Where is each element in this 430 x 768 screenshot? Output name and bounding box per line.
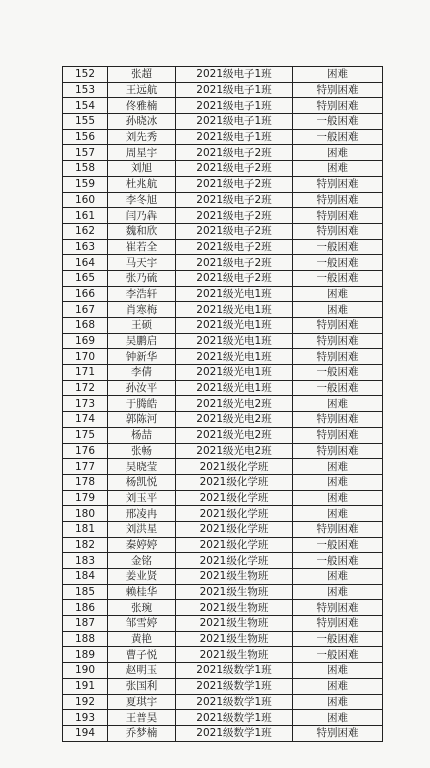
table-row (63, 490, 383, 506)
student-name-cell: 张乃硫 (108, 270, 176, 286)
student-name-cell: 刘先秀 (108, 129, 176, 145)
student-name-cell: 崔若全 (108, 239, 176, 255)
row-number-cell: 175 (63, 427, 108, 443)
difficulty-level-cell: 困难 (293, 584, 383, 600)
row-number-cell: 189 (63, 647, 108, 663)
difficulty-level-cell: 一般困难 (293, 114, 383, 130)
difficulty-level-cell: 特别困难 (293, 82, 383, 98)
row-number-cell: 192 (63, 694, 108, 710)
student-name-cell: 赵明玉 (108, 663, 176, 679)
row-number-cell: 184 (63, 569, 108, 585)
student-name-cell: 赖桂华 (108, 584, 176, 600)
class-name-cell: 2021级电子2班 (176, 208, 293, 224)
row-number-cell: 162 (63, 223, 108, 239)
table-row (63, 412, 383, 428)
difficulty-level-cell: 困难 (293, 474, 383, 490)
class-name-cell: 2021级化学班 (176, 537, 293, 553)
student-name-cell: 杜兆航 (108, 176, 176, 192)
student-name-cell: 郭陈河 (108, 412, 176, 428)
difficulty-level-cell: 特别困难 (293, 521, 383, 537)
difficulty-level-cell: 特别困难 (293, 725, 383, 741)
class-name-cell: 2021级电子1班 (176, 129, 293, 145)
difficulty-level-cell: 特别困难 (293, 443, 383, 459)
difficulty-level-cell: 特别困难 (293, 192, 383, 208)
class-name-cell: 2021级化学班 (176, 490, 293, 506)
difficulty-level-cell: 一般困难 (293, 537, 383, 553)
table-row (63, 192, 383, 208)
table-row (63, 255, 383, 271)
difficulty-level-cell: 一般困难 (293, 553, 383, 569)
class-name-cell: 2021级化学班 (176, 474, 293, 490)
difficulty-level-cell: 一般困难 (293, 270, 383, 286)
table-row (63, 678, 383, 694)
class-name-cell: 2021级光电2班 (176, 396, 293, 412)
difficulty-level-cell: 困难 (293, 678, 383, 694)
class-name-cell: 2021级数学1班 (176, 694, 293, 710)
difficulty-level-cell: 一般困难 (293, 380, 383, 396)
class-name-cell: 2021级光电1班 (176, 302, 293, 318)
table-row (63, 349, 383, 365)
class-name-cell: 2021级数学1班 (176, 725, 293, 741)
row-number-cell: 188 (63, 631, 108, 647)
class-name-cell: 2021级电子2班 (176, 270, 293, 286)
table-row (63, 161, 383, 177)
difficulty-level-cell: 困难 (293, 663, 383, 679)
difficulty-level-cell: 困难 (293, 506, 383, 522)
class-name-cell: 2021级电子2班 (176, 161, 293, 177)
table-row (63, 647, 383, 663)
difficulty-level-cell: 一般困难 (293, 239, 383, 255)
class-name-cell: 2021级生物班 (176, 616, 293, 632)
difficulty-level-cell: 特别困难 (293, 176, 383, 192)
table-row (63, 506, 383, 522)
table-row (63, 616, 383, 632)
row-number-cell: 176 (63, 443, 108, 459)
row-number-cell: 153 (63, 82, 108, 98)
difficulty-level-cell: 特别困难 (293, 600, 383, 616)
class-name-cell: 2021级电子2班 (176, 255, 293, 271)
class-name-cell: 2021级光电1班 (176, 318, 293, 334)
row-number-cell: 193 (63, 710, 108, 726)
student-name-cell: 黄艳 (108, 631, 176, 647)
row-number-cell: 152 (63, 67, 108, 83)
student-name-cell: 王硕 (108, 318, 176, 334)
class-name-cell: 2021级生物班 (176, 569, 293, 585)
table-row (63, 725, 383, 741)
table-row (63, 521, 383, 537)
row-number-cell: 183 (63, 553, 108, 569)
class-name-cell: 2021级数学1班 (176, 678, 293, 694)
class-name-cell: 2021级电子2班 (176, 176, 293, 192)
difficulty-level-cell: 困难 (293, 67, 383, 83)
student-name-cell: 李冬旭 (108, 192, 176, 208)
table-body (63, 67, 383, 742)
student-name-cell: 杨凯悦 (108, 474, 176, 490)
student-name-cell: 马天宇 (108, 255, 176, 271)
class-name-cell: 2021级化学班 (176, 506, 293, 522)
difficulty-level-cell: 困难 (293, 710, 383, 726)
table-row (63, 427, 383, 443)
difficulty-level-cell: 特别困难 (293, 349, 383, 365)
row-number-cell: 164 (63, 255, 108, 271)
student-name-cell: 李浩轩 (108, 286, 176, 302)
class-name-cell: 2021级光电2班 (176, 427, 293, 443)
difficulty-level-cell: 困难 (293, 286, 383, 302)
class-name-cell: 2021级电子1班 (176, 114, 293, 130)
difficulty-level-cell: 困难 (293, 396, 383, 412)
row-number-cell: 172 (63, 380, 108, 396)
row-number-cell: 171 (63, 365, 108, 381)
row-number-cell: 181 (63, 521, 108, 537)
difficulty-level-cell: 一般困难 (293, 129, 383, 145)
student-aid-table (62, 66, 383, 742)
table-row (63, 553, 383, 569)
class-name-cell: 2021级生物班 (176, 647, 293, 663)
table-row (63, 459, 383, 475)
row-number-cell: 156 (63, 129, 108, 145)
table-row (63, 333, 383, 349)
table-row (63, 208, 383, 224)
class-name-cell: 2021级电子1班 (176, 98, 293, 114)
difficulty-level-cell: 特别困难 (293, 412, 383, 428)
student-name-cell: 杨喆 (108, 427, 176, 443)
table-row (63, 380, 383, 396)
class-name-cell: 2021级电子1班 (176, 67, 293, 83)
student-name-cell: 张国利 (108, 678, 176, 694)
student-name-cell: 秦婷婷 (108, 537, 176, 553)
student-name-cell: 邢凌冉 (108, 506, 176, 522)
row-number-cell: 170 (63, 349, 108, 365)
row-number-cell: 166 (63, 286, 108, 302)
table-row (63, 365, 383, 381)
row-number-cell: 157 (63, 145, 108, 161)
class-name-cell: 2021级光电1班 (176, 365, 293, 381)
row-number-cell: 165 (63, 270, 108, 286)
table-row (63, 537, 383, 553)
row-number-cell: 185 (63, 584, 108, 600)
difficulty-level-cell: 困难 (293, 145, 383, 161)
class-name-cell: 2021级光电1班 (176, 349, 293, 365)
row-number-cell: 160 (63, 192, 108, 208)
difficulty-level-cell: 特别困难 (293, 318, 383, 334)
class-name-cell: 2021级生物班 (176, 584, 293, 600)
table-row (63, 569, 383, 585)
class-name-cell: 2021级电子2班 (176, 223, 293, 239)
table-row (63, 98, 383, 114)
table-row (63, 67, 383, 83)
row-number-cell: 179 (63, 490, 108, 506)
difficulty-level-cell: 特别困难 (293, 223, 383, 239)
row-number-cell: 177 (63, 459, 108, 475)
difficulty-level-cell: 困难 (293, 459, 383, 475)
class-name-cell: 2021级数学1班 (176, 710, 293, 726)
student-name-cell: 闫乃犇 (108, 208, 176, 224)
difficulty-level-cell: 特别困难 (293, 208, 383, 224)
student-name-cell: 魏和欣 (108, 223, 176, 239)
row-number-cell: 178 (63, 474, 108, 490)
table-row (63, 631, 383, 647)
student-name-cell: 王远航 (108, 82, 176, 98)
student-name-cell: 吴晓莹 (108, 459, 176, 475)
row-number-cell: 169 (63, 333, 108, 349)
difficulty-level-cell: 困难 (293, 694, 383, 710)
student-name-cell: 佟雅楠 (108, 98, 176, 114)
difficulty-level-cell: 困难 (293, 161, 383, 177)
class-name-cell: 2021级光电1班 (176, 333, 293, 349)
table-row (63, 82, 383, 98)
row-number-cell: 159 (63, 176, 108, 192)
student-name-cell: 夏琪宇 (108, 694, 176, 710)
class-name-cell: 2021级生物班 (176, 600, 293, 616)
student-name-cell: 孙汝平 (108, 380, 176, 396)
table-row (63, 223, 383, 239)
table-row (63, 176, 383, 192)
table-row (63, 710, 383, 726)
table-row (63, 694, 383, 710)
student-name-cell: 金铭 (108, 553, 176, 569)
student-name-cell: 邹雪婷 (108, 616, 176, 632)
table-row (63, 584, 383, 600)
difficulty-level-cell: 一般困难 (293, 647, 383, 663)
table-row (63, 129, 383, 145)
row-number-cell: 167 (63, 302, 108, 318)
student-name-cell: 曹子悦 (108, 647, 176, 663)
table-row (63, 239, 383, 255)
student-name-cell: 吴鹏启 (108, 333, 176, 349)
difficulty-level-cell: 困难 (293, 302, 383, 318)
class-name-cell: 2021级光电2班 (176, 443, 293, 459)
class-name-cell: 2021级化学班 (176, 459, 293, 475)
student-name-cell: 张超 (108, 67, 176, 83)
difficulty-level-cell: 困难 (293, 490, 383, 506)
row-number-cell: 155 (63, 114, 108, 130)
difficulty-level-cell: 一般困难 (293, 365, 383, 381)
difficulty-level-cell: 困难 (293, 569, 383, 585)
student-name-cell: 刘玉平 (108, 490, 176, 506)
difficulty-level-cell: 一般困难 (293, 631, 383, 647)
class-name-cell: 2021级电子2班 (176, 239, 293, 255)
row-number-cell: 168 (63, 318, 108, 334)
student-name-cell: 肖寒梅 (108, 302, 176, 318)
row-number-cell: 163 (63, 239, 108, 255)
row-number-cell: 158 (63, 161, 108, 177)
student-name-cell: 钟新华 (108, 349, 176, 365)
table-row (63, 114, 383, 130)
table-row (63, 474, 383, 490)
table-row (63, 443, 383, 459)
table-row (63, 600, 383, 616)
table-row (63, 286, 383, 302)
student-name-cell: 刘旭 (108, 161, 176, 177)
student-name-cell: 乔梦楠 (108, 725, 176, 741)
table-row (63, 396, 383, 412)
student-name-cell: 刘洪星 (108, 521, 176, 537)
row-number-cell: 187 (63, 616, 108, 632)
row-number-cell: 186 (63, 600, 108, 616)
class-name-cell: 2021级电子2班 (176, 145, 293, 161)
class-name-cell: 2021级化学班 (176, 521, 293, 537)
class-name-cell: 2021级光电2班 (176, 412, 293, 428)
class-name-cell: 2021级数学1班 (176, 663, 293, 679)
student-name-cell: 周星宇 (108, 145, 176, 161)
table-row (63, 663, 383, 679)
row-number-cell: 173 (63, 396, 108, 412)
difficulty-level-cell: 特别困难 (293, 616, 383, 632)
class-name-cell: 2021级光电1班 (176, 380, 293, 396)
table-row (63, 302, 383, 318)
row-number-cell: 174 (63, 412, 108, 428)
difficulty-level-cell: 特别困难 (293, 427, 383, 443)
student-name-cell: 王普昊 (108, 710, 176, 726)
student-name-cell: 张畅 (108, 443, 176, 459)
student-name-cell: 于腾皓 (108, 396, 176, 412)
class-name-cell: 2021级电子1班 (176, 82, 293, 98)
row-number-cell: 161 (63, 208, 108, 224)
row-number-cell: 180 (63, 506, 108, 522)
difficulty-level-cell: 一般困难 (293, 255, 383, 271)
class-name-cell: 2021级化学班 (176, 553, 293, 569)
table-row (63, 270, 383, 286)
class-name-cell: 2021级光电1班 (176, 286, 293, 302)
student-name-cell: 张琬 (108, 600, 176, 616)
table-row (63, 145, 383, 161)
student-name-cell: 孙晓冰 (108, 114, 176, 130)
row-number-cell: 190 (63, 663, 108, 679)
table-row (63, 318, 383, 334)
student-name-cell: 李倩 (108, 365, 176, 381)
student-name-cell: 姜业贤 (108, 569, 176, 585)
row-number-cell: 191 (63, 678, 108, 694)
class-name-cell: 2021级电子2班 (176, 192, 293, 208)
difficulty-level-cell: 特别困难 (293, 333, 383, 349)
row-number-cell: 154 (63, 98, 108, 114)
class-name-cell: 2021级生物班 (176, 631, 293, 647)
difficulty-level-cell: 特别困难 (293, 98, 383, 114)
row-number-cell: 182 (63, 537, 108, 553)
row-number-cell: 194 (63, 725, 108, 741)
